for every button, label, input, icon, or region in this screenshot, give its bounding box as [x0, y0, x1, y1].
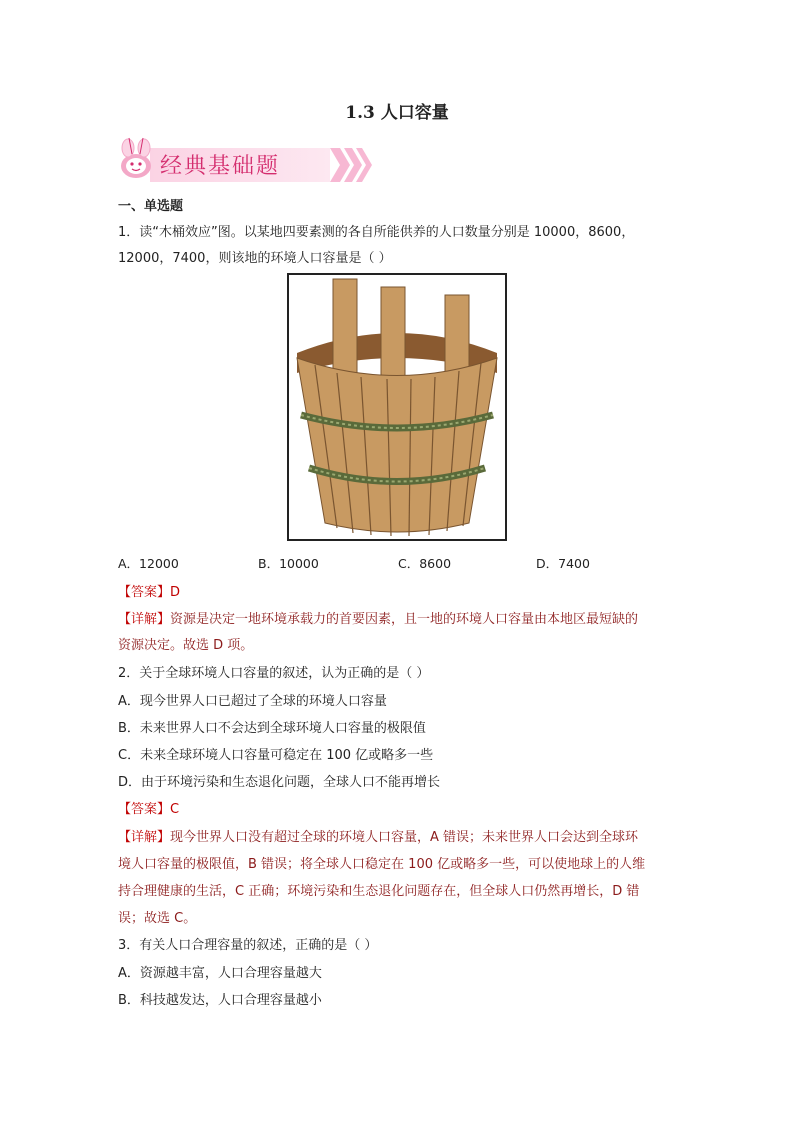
q1-option-b: B．10000 — [258, 556, 319, 571]
q2-detail-tag: 【详解】 — [118, 830, 171, 845]
q2-stem: 2．关于全球环境人口容量的叙述，认为正确的是（ ） — [118, 666, 430, 681]
q1-detail-tag: 【详解】 — [118, 612, 171, 627]
q1-option-a: A．12000 — [118, 556, 179, 571]
q1-option-c: C．8600 — [398, 556, 452, 571]
q1-detail-line2: 资源决定。故选 D 项。 — [118, 638, 254, 653]
q2-detail-line1: 【详解】现今世界人口没有超过全球的环境人口容量，A 错误；未来世界人口会达到全球环 — [118, 830, 639, 845]
wooden-bucket-image — [287, 273, 507, 541]
q2-option-d: D．由于环境污染和生态退化问题，全球人口不能再增长 — [118, 775, 441, 790]
q2-answer-value: C — [170, 802, 180, 817]
banner-label: 经典基础题 — [160, 154, 281, 179]
q1-detail-line1: 【详解】资源是决定一地环境承载力的首要因素，且一地的环境人口容量由本地区最短缺的 — [118, 612, 639, 627]
q1-answer-value: D — [170, 585, 181, 600]
q3-option-b: B．科技越发达，人口合理容量越小 — [118, 993, 322, 1008]
q1-answer-tag: 【答案】 — [118, 585, 171, 600]
bee-icon — [121, 138, 151, 178]
section-heading: 一、单选题 — [118, 199, 184, 214]
q2-detail-line2: 境人口容量的极限值，B 错误；将全球人口稳定在 100 亿或略多一些，可以使地球上的人维 — [118, 857, 646, 872]
q2-detail-line3: 持合理健康的生活，C 正确；环境污染和生态退化问题存在，但全球人口仍然再增长，D 错 — [118, 884, 640, 899]
q1-option-d: D．7400 — [536, 556, 590, 571]
q2-detail-line4: 误；故选 C。 — [118, 911, 197, 926]
q3-option-a: A．资源越丰富，人口合理容量越大 — [118, 966, 322, 981]
q2-answer — [118, 798, 680, 817]
q2-option-a: A．现今世界人口已超过了全球的环境人口容量 — [118, 694, 387, 709]
q3-stem: 3．有关人口合理容量的叙述，正确的是（ ） — [118, 938, 378, 953]
page-title: 1.3 人口容量 — [345, 103, 449, 123]
q1-stem-line1: 1．读“木桶效应”图。以某地四要素测的各自所能供养的人口数量分别是 10000，8600， — [118, 225, 635, 240]
q1-answer — [118, 581, 680, 600]
q2-option-c: C．未来全球环境人口容量可稳定在 100 亿或略多一些 — [118, 748, 434, 763]
q1-stem-line2: 12000，7400，则该地的环境人口容量是（ ） — [118, 251, 392, 266]
q2-answer-tag: 【答案】 — [118, 802, 171, 817]
q2-option-b: B．未来世界人口不会达到全球环境人口容量的极限值 — [118, 721, 426, 736]
